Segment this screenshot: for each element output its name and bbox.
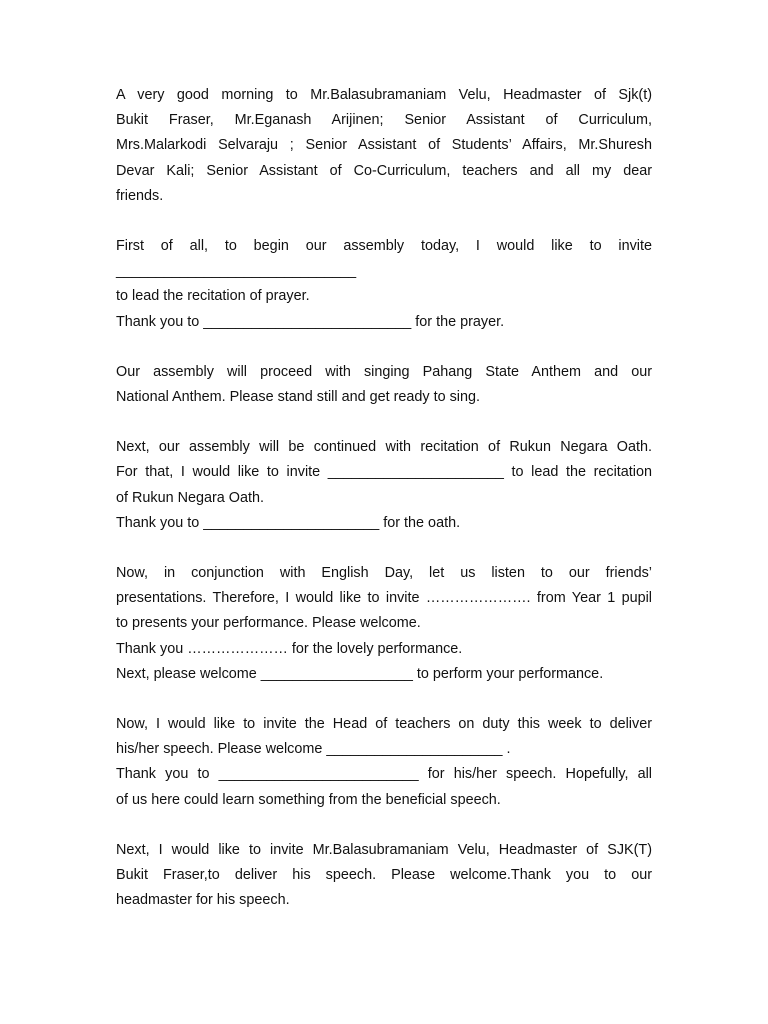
text-line: Thank you to _________________________ for his/her speech. Hopefully, all: [116, 766, 652, 783]
text-line: Thank you to __________________________ for the prayer.: [116, 313, 505, 330]
text-line: Next, please welcome ___________________ to perform your performance.: [116, 665, 604, 682]
text-line: Thank you ………………… for the lovely performance.: [116, 640, 463, 657]
text-line: presentations. Therefore, I would like to invite …………………. from Year 1 pupil: [116, 590, 652, 607]
text-line: Mrs.Malarkodi Selvaraju ; Senior Assistant of Students’ Affairs, Mr.Shuresh: [116, 137, 652, 154]
greeting-paragraph: [116, 83, 652, 209]
text-line: Bukit Fraser,to deliver his speech. Please welcome.Thank you to our: [116, 867, 652, 884]
headmaster-speech-paragraph: [116, 838, 652, 914]
text-line: Devar Kali; Senior Assistant of Co-Curriculum, teachers and all my dear: [116, 162, 652, 179]
text-line: First of all, to begin our assembly today, I would like to invite: [116, 238, 652, 255]
text-line: Next, I would like to invite Mr.Balasubramaniam Velu, Headmaster of SJK(T): [116, 841, 652, 858]
text-line: to lead the recitation of prayer.: [116, 288, 310, 305]
text-line: friends.: [116, 187, 164, 204]
blank-line: ______________________________: [116, 263, 357, 280]
anthem-paragraph: [116, 360, 652, 410]
english-day-paragraph: [116, 561, 652, 687]
text-line: Next, our assembly will be continued with recitation of Rukun Negara Oath.: [116, 439, 652, 456]
text-line: For that, I would like to invite ______________________ to lead the recitation: [116, 464, 652, 481]
text-line: to presents your performance. Please welcome.: [116, 615, 421, 632]
text-line: his/her speech. Please welcome ______________________ .: [116, 741, 511, 758]
text-line: National Anthem. Please stand still and get ready to sing.: [116, 389, 480, 406]
text-line: Now, I would like to invite the Head of teachers on duty this week to deliver: [116, 716, 652, 733]
prayer-paragraph: [116, 234, 652, 335]
rukun-negara-paragraph: [116, 435, 652, 536]
text-line: Thank you to ______________________ for the oath.: [116, 514, 461, 531]
text-line: of us here could learn something from the beneficial speech.: [116, 791, 501, 808]
text-line: A very good morning to Mr.Balasubramaniam Velu, Headmaster of Sjk(t): [116, 87, 652, 103]
text-line: Now, in conjunction with English Day, let us listen to our friends’: [116, 565, 652, 582]
text-line: Bukit Fraser, Mr.Eganash Arijinen; Senior Assistant of Curriculum,: [116, 112, 652, 129]
text-line: headmaster for his speech.: [116, 892, 290, 909]
text-line: of Rukun Negara Oath.: [116, 489, 264, 506]
text-line: Our assembly will proceed with singing Pahang State Anthem and our: [116, 363, 652, 380]
teacher-speech-paragraph: [116, 712, 652, 813]
